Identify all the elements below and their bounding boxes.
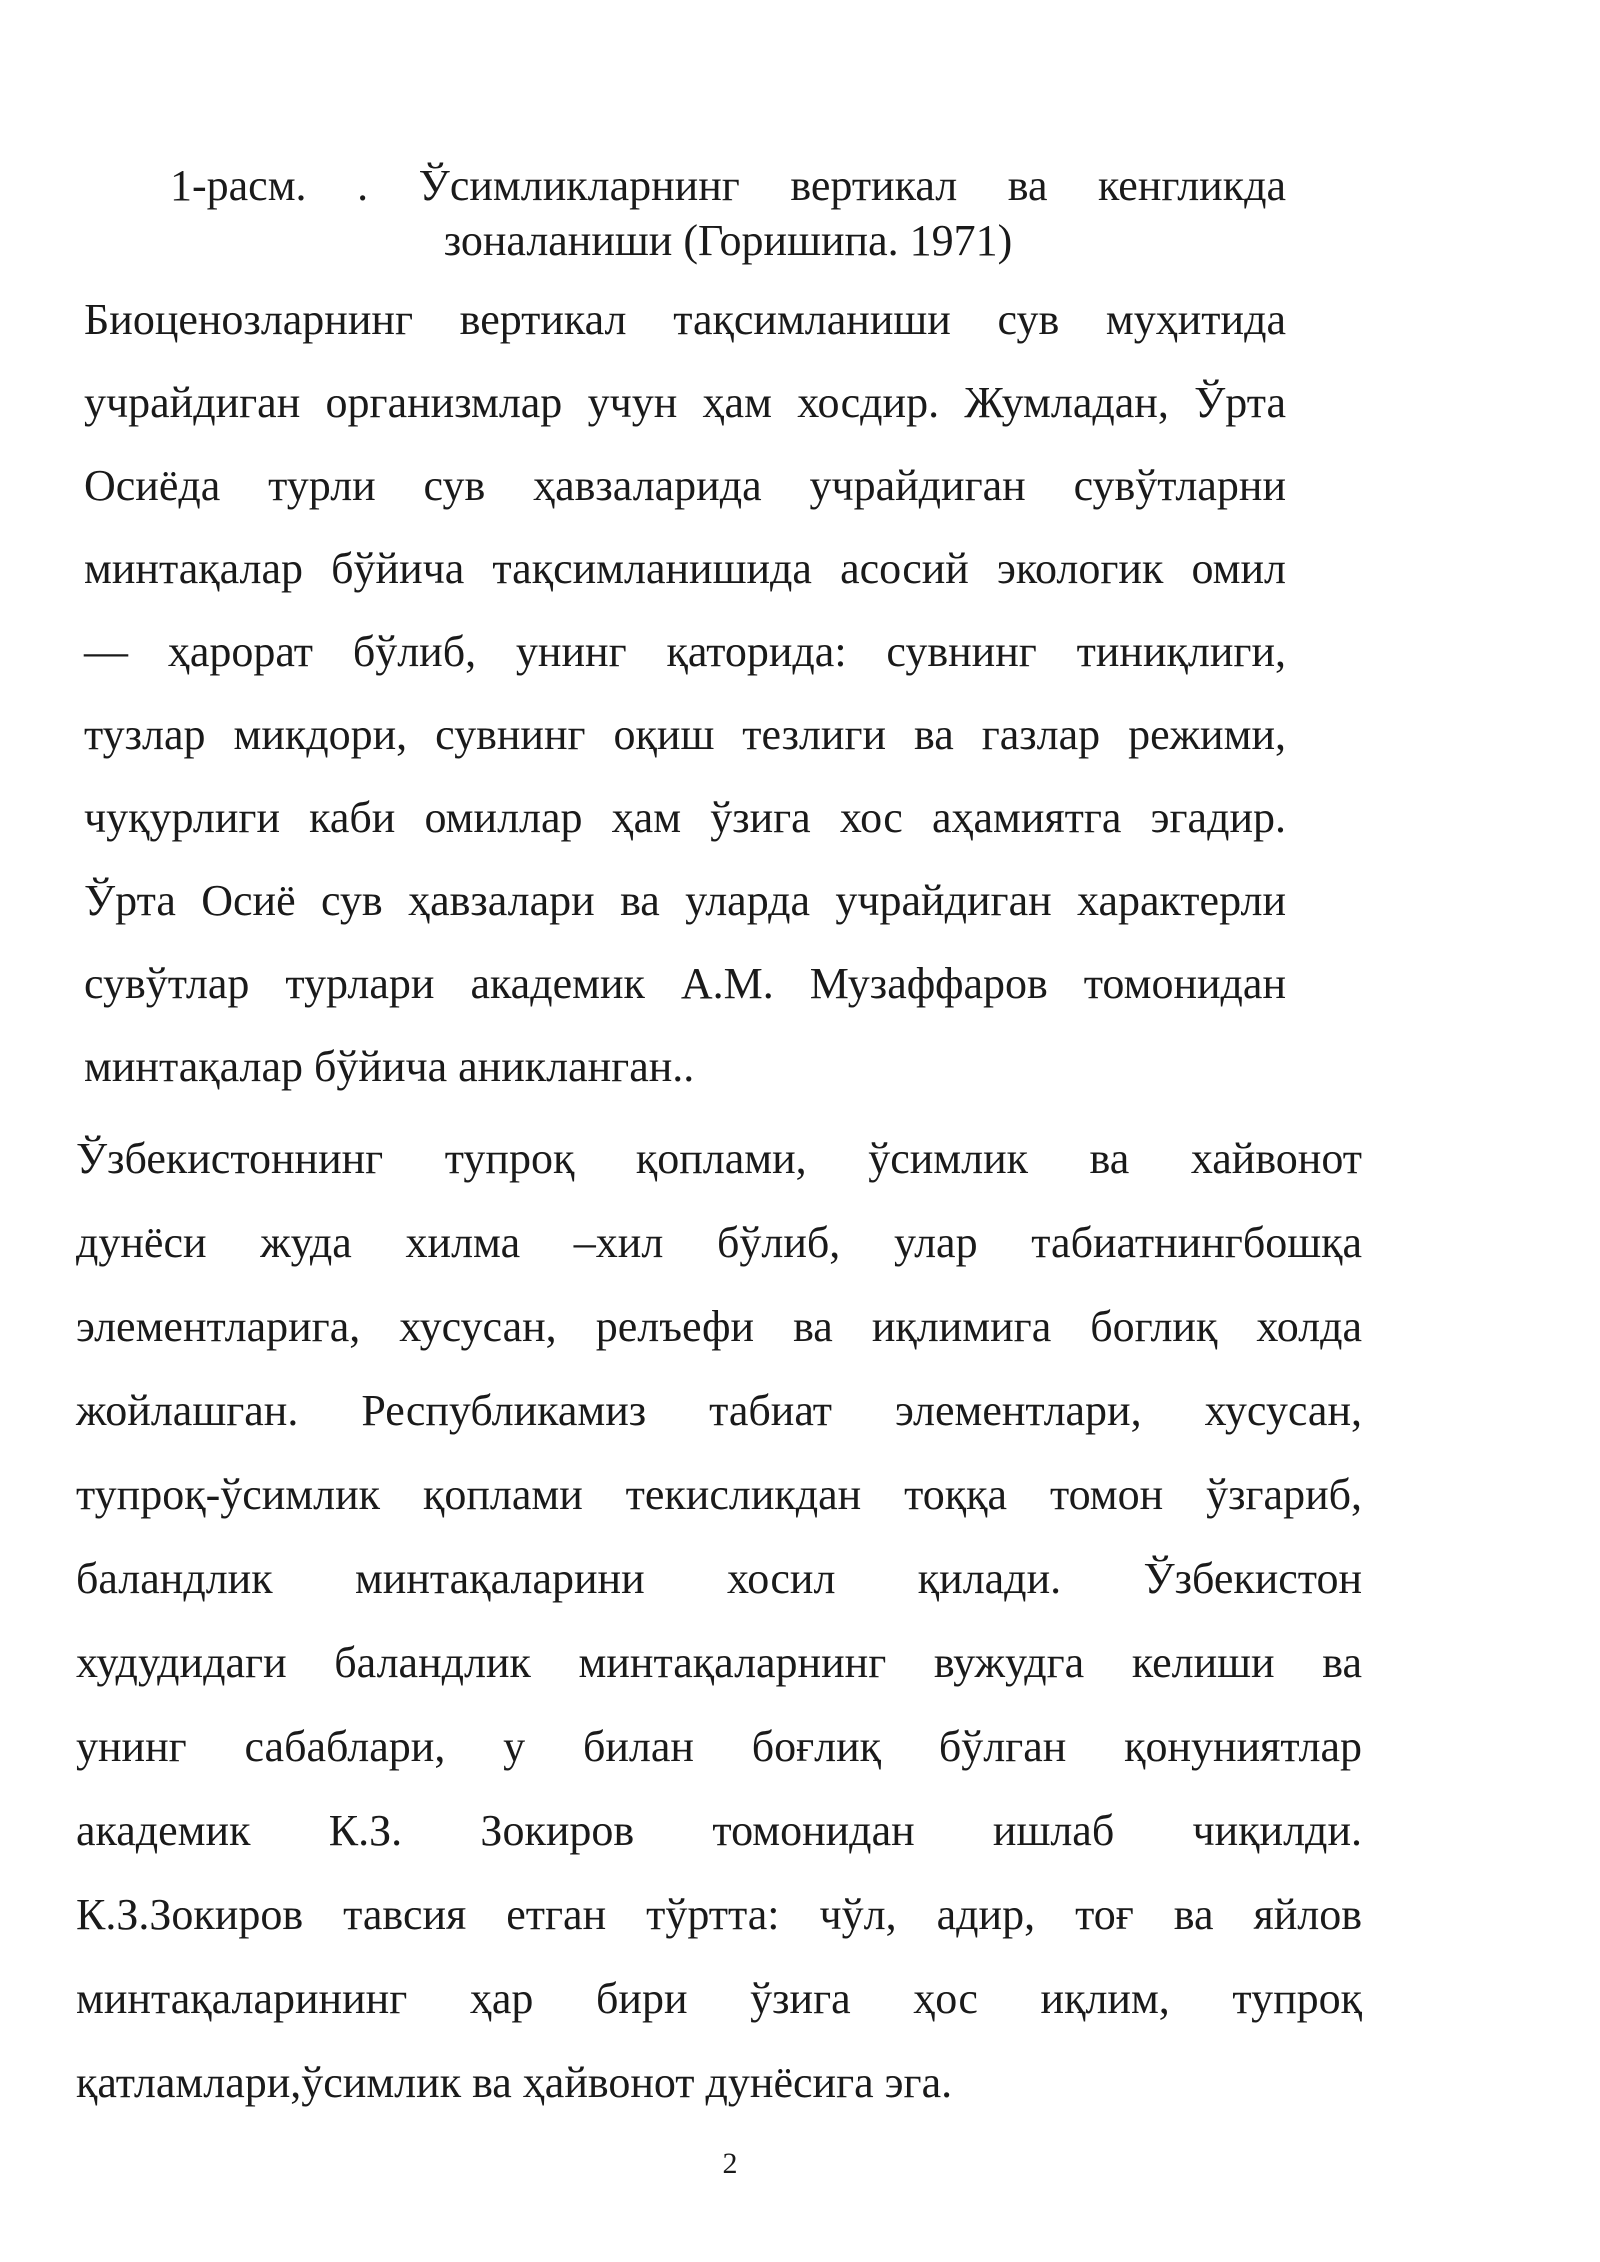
paragraph-2-line: баландлик минтақаларини хосил қилади. Ўзбекистон xyxy=(76,1554,1362,1603)
paragraph-2-line: унинг сабаблари, у билан боғлиқ бўлган қонуниятлар xyxy=(76,1722,1362,1771)
paragraph-2-line: жойлашган. Республикамиз табиат элементлари, хусусан, xyxy=(76,1386,1362,1435)
paragraph-2-line: худудидаги баландлик минтақаларнинг вужудга келиши ва xyxy=(76,1638,1362,1687)
paragraph-1-line: Ўрта Осиё сув ҳавзалари ва уларда учрайдиган характерли xyxy=(84,876,1286,925)
figure-caption-line-1: 1-расм. . Ўсимликларнинг вертикал ва кенгликда xyxy=(170,161,1286,210)
paragraph-1-line: чуқурлиги каби омиллар ҳам ўзига хос аҳамиятга эгадир. xyxy=(84,793,1286,842)
paragraph-2-line: қатламлари,ўсимлик ва ҳайвонот дунёсига эга. xyxy=(76,2058,953,2107)
paragraph-2-line: Ўзбекистоннинг тупроқ қоплами, ўсимлик ва хайвонот xyxy=(76,1134,1362,1183)
figure-caption-line-2: зоналаниши (Горишипа. 1971) xyxy=(443,216,1013,265)
paragraph-1-line: Осиёда турли сув ҳавзаларида учрайдиган сувўтларни xyxy=(84,461,1286,510)
paragraph-2-line: дунёси жуда хилма –хил бўлиб, улар табиатнингбошқа xyxy=(76,1218,1362,1267)
page-number: 2 xyxy=(722,2147,738,2180)
paragraph-2-line: элементларига, хусусан, релъефи ва иқлимига боглиқ холда xyxy=(76,1302,1362,1351)
paragraph-2-line: тупроқ-ўсимлик қоплами текисликдан тоққа томон ўзгариб, xyxy=(76,1470,1362,1519)
paragraph-1-line: сувўтлар турлари академик А.М. Музаффаров томонидан xyxy=(84,959,1286,1008)
paragraph-1-line: минтақалар бўйича аникланган.. xyxy=(84,1042,695,1091)
paragraph-2-line: минтақаларининг ҳар бири ўзига ҳос иқлим, тупроқ xyxy=(76,1974,1362,2023)
paragraph-2-line: К.З.Зокиров тавсия етган тўртта: чўл, адир, тоғ ва яйлов xyxy=(76,1890,1362,1939)
paragraph-1-line: учрайдиган организмлар учун ҳам хосдир. Жумладан, Ўрта xyxy=(84,378,1286,427)
paragraph-1-line: тузлар микдори, сувнинг оқиш тезлиги ва газлар режими, xyxy=(84,710,1286,759)
paragraph-1-line: минтақалар бўйича тақсимланишида асосий экологик омил xyxy=(84,544,1286,593)
paragraph-1-line: Биоценозларнинг вертикал тақсимланиши сув муҳитида xyxy=(84,295,1286,344)
paragraph-1-line: — ҳарорат бўлиб, унинг қаторида: сувнинг тиниқлиги, xyxy=(84,627,1286,676)
paragraph-2-line: академик К.З. Зокиров томонидан ишлаб чиқилди. xyxy=(76,1806,1362,1855)
